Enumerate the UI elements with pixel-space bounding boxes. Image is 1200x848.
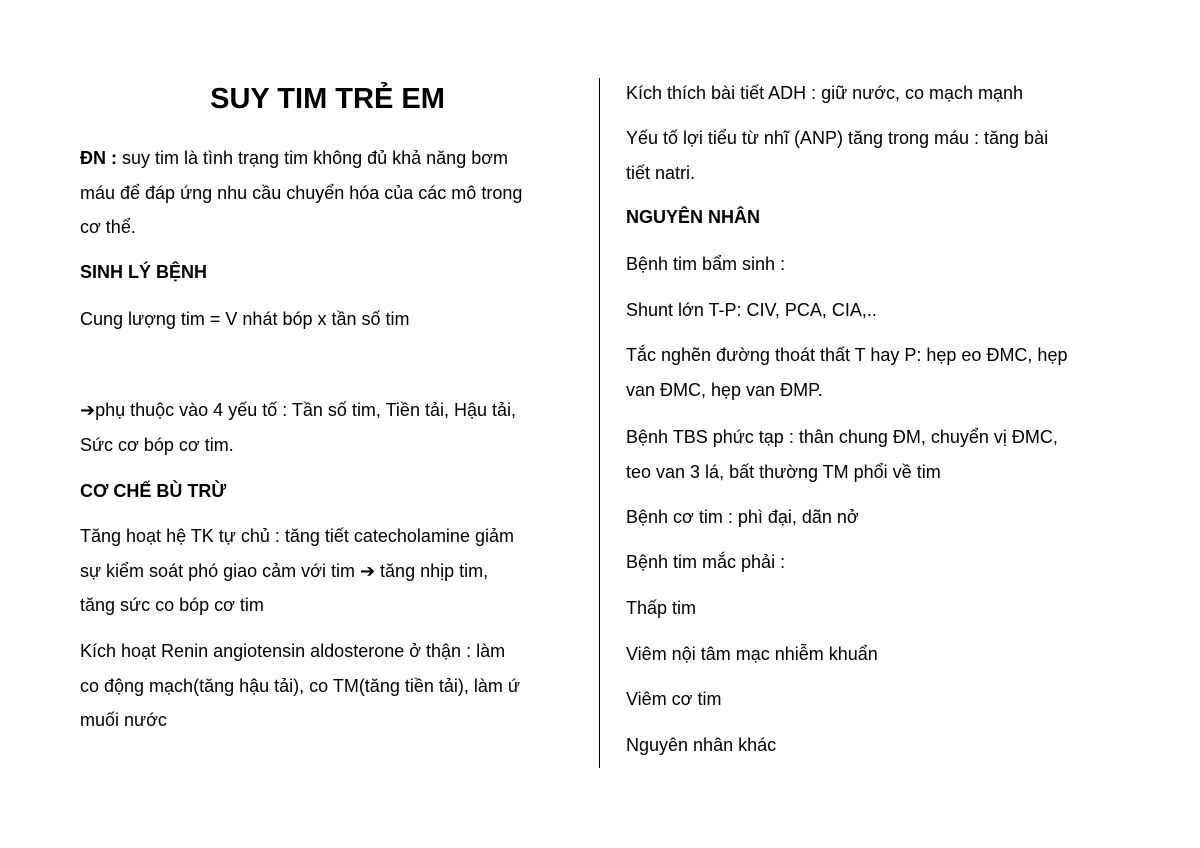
renin-paragraph <box>80 634 520 738</box>
factors-paragraph <box>80 393 516 462</box>
anp-line-2: tiết natri. <box>626 162 696 183</box>
renin-line-2: co động mạch(tăng hậu tải), co TM(tăng tiền tải), làm ứ <box>80 675 520 696</box>
sympathetic-paragraph <box>80 519 514 623</box>
obstruction-line-1: Tắc nghẽn đường thoát thất T hay P: hẹp eo ĐMC, hẹp <box>626 345 1068 365</box>
definition-line-2: máu để đáp ứng nhu cầu chuyển hóa của các mô trong <box>80 182 523 203</box>
renin-line-1: Kích hoạt Renin angiotensin aldosterone ở thận : làm <box>80 641 506 661</box>
document-title: SUY TIM TRẺ EM <box>210 83 445 115</box>
definition-line-3: cơ thể. <box>80 217 136 237</box>
congenital-line: Bệnh tim bẩm sinh : <box>626 254 786 274</box>
complex-line-2: teo van 3 lá, bất thường TM phổi về tim <box>626 461 941 482</box>
shunt-line: Shunt lớn T-P: CIV, PCA, CIA,.. <box>626 300 877 320</box>
other-causes-line: Nguyên nhân khác <box>626 735 777 755</box>
renin-line-3: muối nước <box>80 710 167 730</box>
heading-compensation: CƠ CHẾ BÙ TRỪ <box>80 481 227 501</box>
rheumatic-line: Thấp tim <box>626 598 697 618</box>
definition-label: ĐN : <box>80 148 117 168</box>
column-divider <box>599 78 600 768</box>
cardiomyopathy-line: Bệnh cơ tim : phì đại, dãn nở <box>626 507 859 527</box>
definition-line-1: suy tim là tình trạng tim không đủ khả năng bơm <box>117 148 509 168</box>
cardiac-output-formula: Cung lượng tim = V nhát bóp x tần số tim <box>80 309 410 329</box>
sympathetic-line-1: Tăng hoạt hệ TK tự chủ : tăng tiết catecholamine giảm <box>80 526 514 546</box>
arrow-icon: ➔ <box>359 560 376 581</box>
endocarditis-line: Viêm nội tâm mạc nhiễm khuẩn <box>626 644 878 664</box>
obstruction-paragraph <box>626 338 1067 407</box>
heading-causes: NGUYÊN NHÂN <box>626 207 761 227</box>
arrow-icon: ➔ <box>80 400 96 420</box>
heading-pathophysiology: SINH LÝ BỆNH <box>80 262 208 282</box>
factors-line-1: phụ thuộc vào 4 yếu tố : Tần số tim, Tiền tải, Hậu tải, <box>95 400 517 420</box>
definition-paragraph <box>80 141 522 245</box>
complex-line-1: Bệnh TBS phức tạp : thân chung ĐM, chuyển vị ĐMC, <box>626 427 1058 447</box>
anp-line-1: Yếu tố lợi tiểu từ nhĩ (ANP) tăng trong máu : tăng bài <box>626 128 1049 148</box>
sympathetic-line-2b: tăng nhịp tim, <box>375 560 489 581</box>
adh-line: Kích thích bài tiết ADH : giữ nước, co mạch mạnh <box>626 83 1024 103</box>
factors-line-2: Sức cơ bóp cơ tim. <box>80 434 234 455</box>
sympathetic-line-2a: sự kiểm soát phó giao cảm với tim <box>80 560 360 581</box>
obstruction-line-2: van ĐMC, hẹp van ĐMP. <box>626 379 823 400</box>
complex-paragraph <box>626 420 1058 489</box>
anp-paragraph <box>626 121 1048 190</box>
sympathetic-line-3: tăng sức co bóp cơ tim <box>80 595 264 615</box>
acquired-line: Bệnh tim mắc phải : <box>626 552 786 572</box>
myocarditis-line: Viêm cơ tim <box>626 689 722 709</box>
